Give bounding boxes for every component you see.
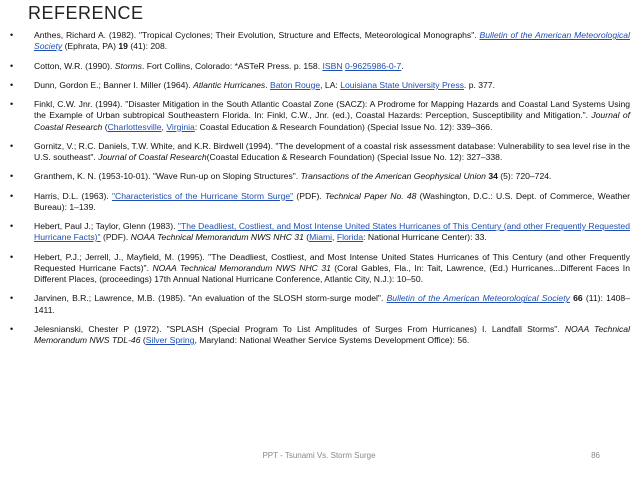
reference-link[interactable]: Louisiana State University Press bbox=[340, 79, 464, 90]
reference-link[interactable]: "Characteristics of the Hurricane Storm Surge" bbox=[111, 190, 294, 201]
bullet-icon: • bbox=[10, 30, 14, 40]
reference-text: (41): 208. bbox=[127, 41, 168, 52]
reference-text: , bbox=[161, 121, 167, 132]
reference-text: 66 bbox=[573, 293, 583, 304]
bullet-icon: • bbox=[10, 79, 14, 90]
reference-item bbox=[10, 80, 630, 91]
reference-text: Hebert, P.J.; Jerrell, J., Mayfield, M. (1995). "The Deadliest, Costliest, and Most Intense United States Hurricanes of This Century (and other Frequently Requested Hurricane Facts)". bbox=[34, 251, 630, 273]
bullet-icon: • bbox=[10, 190, 14, 201]
page-title: REFERENCE bbox=[28, 3, 144, 23]
reference-text: (5): 720–724. bbox=[497, 171, 552, 182]
bullet-icon: • bbox=[10, 221, 14, 231]
reference-item bbox=[10, 99, 630, 133]
bullet-icon: • bbox=[10, 60, 14, 71]
reference-item bbox=[10, 324, 630, 347]
reference-text: : Coastal Education & Research Foundation) (Special Issue No. 12): 339–366. bbox=[194, 121, 493, 132]
reference-text: ( bbox=[140, 335, 146, 345]
slide-footer bbox=[0, 451, 638, 465]
reference-text: NOAA Technical Memorandum NWS NHC 31 bbox=[130, 232, 304, 243]
reference-item bbox=[10, 293, 630, 316]
reference-text: 34 bbox=[488, 171, 498, 182]
page-number: 86 bbox=[591, 451, 600, 460]
reference-text: ( bbox=[303, 232, 310, 243]
reference-item bbox=[10, 221, 630, 244]
reference-text: . p. 377. bbox=[463, 79, 495, 90]
reference-text: NOAA Technical Memorandum NWS TDL-46 bbox=[34, 323, 630, 345]
reference-text: (PDF). bbox=[100, 232, 131, 243]
reference-text: Transactions of the American Geophysical Union bbox=[300, 171, 486, 182]
bullet-icon: • bbox=[10, 99, 14, 109]
reference-text: ( bbox=[102, 121, 108, 132]
reference-link[interactable]: Bulletin of the American Meteorological Society bbox=[34, 30, 630, 52]
reference-item bbox=[10, 191, 630, 214]
bullet-icon: • bbox=[10, 171, 14, 182]
reference-text: : National Hurricane Center): 33. bbox=[363, 232, 487, 243]
reference-text: (Ephrata, PA) bbox=[62, 41, 119, 52]
reference-item bbox=[10, 252, 630, 286]
reference-text: Harris, D.L. (1963). bbox=[34, 190, 112, 201]
reference-text: (Coastal Education & Research Foundation) (Special Issue No. 12): 327–338. bbox=[206, 152, 503, 162]
reference-item bbox=[10, 141, 630, 164]
reference-link[interactable]: Miami bbox=[309, 232, 333, 243]
reference-text: Technical Paper No. 48 bbox=[324, 190, 417, 201]
reference-text: NOAA Technical Memorandum NWS NHC 31 bbox=[152, 262, 331, 273]
reference-text: (Washington, D.C.: U.S. Dept. of Commerce, Weather Bureau): 1–139. bbox=[34, 190, 630, 212]
reference-text: , LA: bbox=[320, 79, 341, 90]
reference-link[interactable]: "The Deadliest, Costliest, and Most Intense United States Hurricanes of This Century (and other Frequently Requested Hurricane Facts)" bbox=[34, 221, 630, 243]
reference-text: Jarvinen, B.R.; Lawrence, M.B. (1985). "An evaluation of the SLOSH storm-surge model". bbox=[34, 293, 387, 304]
reference-text: 19 bbox=[118, 41, 128, 52]
reference-link[interactable]: 0-9625986-0-7 bbox=[344, 60, 402, 71]
reference-text: Gornitz, V.; R.C. Daniels, T.W. White, and K.R. Birdwell (1994). "The development of a coastal risk assessment database: Vulnerability to sea level rise in the U.S. southeast". bbox=[34, 140, 630, 162]
reference-text: , Maryland: National Weather Service Systems Development Office): 56. bbox=[194, 335, 470, 345]
reference-text: Granthem, K. N. (1953-10-01). "Wave Run-up on Sloping Structures". bbox=[34, 171, 301, 182]
reference-link[interactable]: Charlottesville bbox=[107, 121, 162, 132]
reference-text: (11): 1408–1411. bbox=[34, 293, 630, 315]
reference-text: . bbox=[265, 79, 270, 90]
reference-link[interactable]: Silver Spring bbox=[145, 335, 195, 345]
reference-text: (PDF). bbox=[293, 190, 325, 201]
reference-text: Finkl, C.W. Jnr. (1994). "Disaster Mitigation in the South Atlantic Coastal Zone (SACZ): A Prodrome for Mapping Hazards and Coastal Land Systems Using the Example of Urban subtropical Southeastern Florida. In: Finkl, C.W., Jnr. (ed.), Coastal Hazards: Perception, Susceptibility and Mitigation.". bbox=[34, 99, 630, 121]
reference-text: Jelesnianski, Chester P (1972). "SPLASH (Special Program To List Amplitudes of Surges From Hurricanes) I. Landfall Storms". bbox=[34, 323, 565, 334]
bullet-icon: • bbox=[10, 140, 14, 151]
reference-link[interactable]: Baton Rouge bbox=[269, 79, 321, 90]
reference-text: Dunn, Gordon E.; Banner I. Miller (1964). bbox=[34, 79, 194, 90]
reference-text: Atlantic Hurricanes bbox=[193, 79, 266, 90]
reference-item bbox=[10, 30, 630, 53]
reference-link[interactable]: Bulletin of the American Meteorological Society bbox=[386, 293, 570, 304]
reference-text: . bbox=[401, 60, 404, 71]
bullet-icon: • bbox=[10, 293, 14, 304]
reference-text: Hebert, Paul J.; Taylor, Glenn (1983). bbox=[34, 221, 178, 231]
reference-text: Storms bbox=[114, 60, 142, 71]
reference-text: Journal of Coastal Research bbox=[98, 152, 207, 162]
reference-text: , bbox=[332, 232, 337, 243]
reference-text: Cotton, W.R. (1990). bbox=[34, 60, 115, 71]
reference-text: (Coral Gables, Fla., In: Tait, Lawrence, (Ed.) Hurricanes...Different Faces In Different Places, (proceedings) 17th Annual National Hurricane Conference, Atlantic City, N.J.): 10–50. bbox=[34, 262, 630, 284]
bullet-icon: • bbox=[10, 251, 14, 262]
footer-title: PPT - Tsunami Vs. Storm Surge bbox=[262, 451, 376, 460]
reference-link[interactable]: Virginia bbox=[166, 121, 195, 132]
reference-list bbox=[10, 30, 630, 354]
reference-link[interactable]: Florida bbox=[336, 232, 364, 243]
reference-text: . Fort Collins, Colorado: *ASTeR Press. p. 158. bbox=[141, 60, 323, 71]
reference-item bbox=[10, 61, 630, 72]
reference-text: Anthes, Richard A. (1982). "Tropical Cyclones; Their Evolution, Structure and Effects, Meteorological Monographs". bbox=[34, 30, 480, 40]
bullet-icon: • bbox=[10, 323, 14, 334]
reference-item bbox=[10, 171, 630, 182]
reference-text: Journal of Coastal Research bbox=[34, 110, 630, 132]
reference-link[interactable]: ISBN bbox=[322, 60, 343, 71]
